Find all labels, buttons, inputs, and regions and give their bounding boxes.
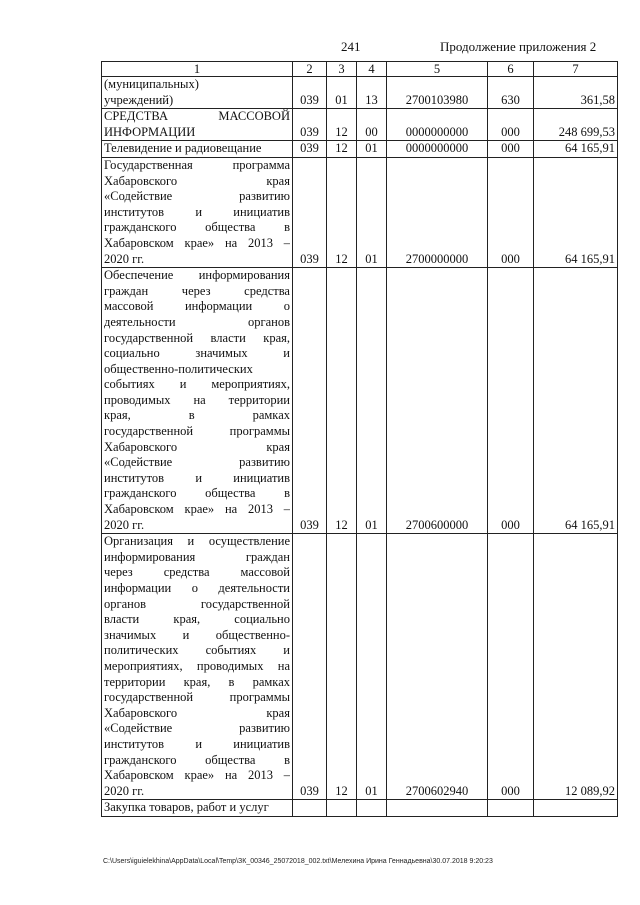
subsection-code-cell	[357, 800, 387, 817]
row-name-line: государственной программы	[104, 424, 290, 439]
row-name-line: Хабаровском крае» на 2013 –	[104, 502, 290, 517]
row-name-line: территории края, в рамках	[104, 674, 290, 689]
row-name-line: органов государственной	[104, 596, 290, 611]
admin-code-cell: 039	[293, 77, 327, 109]
row-name-line: Хабаровского края	[104, 439, 290, 454]
row-name-line: гражданского общества в	[104, 752, 290, 767]
subsection-code-cell: 01	[357, 157, 387, 267]
row-name-line: информации о деятельности	[104, 581, 290, 595]
section-code-cell: 12	[327, 268, 357, 534]
section-code-cell	[327, 800, 357, 817]
header-cell: 5	[387, 62, 488, 77]
row-name-line: социально значимых и	[104, 346, 290, 361]
file-path-footer: C:\Users\iguielekhina\AppData\Local\Temp\ЗК_00346_25072018_002.txt\Мелехина Ирина Геннадьевна\30.07.2018 9:20:23	[103, 858, 493, 865]
table-row	[102, 800, 618, 817]
table-row	[102, 141, 618, 158]
expense-type-code-cell: 000	[488, 109, 534, 141]
table-row	[102, 534, 618, 800]
row-name-line: Хабаровского края	[104, 705, 290, 720]
row-name-line: 2020 гг.	[104, 251, 145, 266]
row-name-line: Обеспечение информирования	[104, 268, 290, 283]
header-cell: 3	[327, 62, 357, 77]
admin-code-cell: 039	[293, 534, 327, 800]
admin-code-cell: 039	[293, 268, 327, 534]
row-name-line: государственной власти края,	[104, 330, 290, 345]
expense-type-code-cell: 000	[488, 534, 534, 800]
table-row	[102, 157, 618, 267]
row-name-line: Организация и осуществление	[104, 534, 290, 549]
subsection-code-cell: 01	[357, 141, 387, 158]
admin-code-cell: 039	[293, 141, 327, 158]
row-name-line: институтов и инициатив	[104, 470, 290, 485]
section-code-cell: 12	[327, 109, 357, 141]
target-code-cell: 2700103980	[387, 77, 488, 109]
row-name-cell	[102, 534, 293, 800]
row-name-line: 2020 гг.	[104, 517, 145, 532]
row-name-line: Хабаровском крае» на 2013 –	[104, 235, 290, 250]
row-name-line: институтов и инициатив	[104, 204, 290, 219]
row-name-line: гражданского общества в	[104, 220, 290, 235]
table-row	[102, 77, 618, 109]
row-name-line: деятельности органов	[104, 314, 290, 329]
row-name-line: институтов и инициатив	[104, 736, 290, 751]
target-code-cell: 2700600000	[387, 268, 488, 534]
expense-type-code-cell: 000	[488, 157, 534, 267]
section-code-cell: 01	[327, 77, 357, 109]
subsection-code-cell: 01	[357, 534, 387, 800]
header-cell: 2	[293, 62, 327, 77]
admin-code-cell	[293, 800, 327, 817]
section-code-cell: 12	[327, 157, 357, 267]
row-name-line: гражданского общества в	[104, 486, 290, 501]
row-name-line: «Содействие развитию	[104, 189, 290, 204]
row-name-line: информирования граждан	[104, 549, 290, 564]
row-name-line: учреждений)	[104, 92, 174, 107]
row-name-line: мероприятиях, проводимых на	[104, 658, 290, 673]
subsection-code-cell: 01	[357, 268, 387, 534]
page-number: 241	[341, 39, 361, 54]
expense-type-code-cell: 000	[488, 268, 534, 534]
subsection-code-cell: 00	[357, 109, 387, 141]
amount-cell: 64 165,91	[534, 268, 618, 534]
table-row	[102, 268, 618, 534]
row-name-cell	[102, 800, 293, 817]
target-code-cell: 2700000000	[387, 157, 488, 267]
row-name-cell	[102, 77, 293, 109]
amount-cell: 64 165,91	[534, 157, 618, 267]
row-name-line: значимых и общественно-	[104, 627, 290, 642]
amount-cell	[534, 800, 618, 817]
row-name-line: политических событиях и	[104, 643, 290, 658]
budget-table	[101, 61, 618, 817]
target-code-cell: 2700602940	[387, 534, 488, 800]
row-name-line: «Содействие развитию	[104, 721, 290, 736]
admin-code-cell: 039	[293, 157, 327, 267]
row-name-line: Телевидение и радиовещание	[104, 141, 262, 156]
row-name-cell	[102, 109, 293, 141]
amount-cell: 361,58	[534, 77, 618, 109]
row-name-line: власти края, социально	[104, 612, 290, 627]
amount-cell: 248 699,53	[534, 109, 618, 141]
target-code-cell: 0000000000	[387, 141, 488, 158]
row-name-line: 2020 гг.	[104, 783, 145, 798]
target-code-cell: 0000000000	[387, 109, 488, 141]
section-code-cell: 12	[327, 141, 357, 158]
header-cell: 4	[357, 62, 387, 77]
row-name-line: Хабаровского края	[104, 173, 290, 188]
row-name-cell	[102, 268, 293, 534]
target-code-cell	[387, 800, 488, 817]
continuation-label: Продолжение приложения 2	[440, 39, 597, 54]
expense-type-code-cell: 630	[488, 77, 534, 109]
row-name-line: Закупка товаров, работ и услуг	[104, 800, 269, 815]
row-name-line: государственной программы	[104, 690, 290, 705]
amount-cell: 12 089,92	[534, 534, 618, 800]
row-name-line: проводимых на территории	[104, 392, 290, 407]
row-name-line: ИНФОРМАЦИИ	[104, 124, 196, 139]
header-cell: 1	[102, 62, 293, 77]
expense-type-code-cell: 000	[488, 141, 534, 158]
header-cell: 6	[488, 62, 534, 77]
row-name-cell	[102, 157, 293, 267]
section-code-cell: 12	[327, 534, 357, 800]
row-name-line: массовой информации о	[104, 299, 290, 314]
row-name-cell	[102, 141, 293, 158]
table-header-row	[102, 62, 618, 77]
amount-cell: 64 165,91	[534, 141, 618, 158]
row-name-line: через средства массовой	[104, 565, 290, 580]
row-name-line: края, в рамках	[104, 408, 290, 423]
table-body	[102, 62, 618, 817]
expense-type-code-cell	[488, 800, 534, 817]
header-cell: 7	[534, 62, 618, 77]
row-name-line: СРЕДСТВА МАССОВОЙ	[104, 109, 290, 124]
subsection-code-cell: 13	[357, 77, 387, 109]
row-name-line: граждан через средства	[104, 283, 290, 298]
row-name-line: (муниципальных)	[104, 77, 199, 91]
admin-code-cell: 039	[293, 109, 327, 141]
row-name-line: Хабаровском крае» на 2013 –	[104, 768, 290, 783]
row-name-line: общественно-политических	[104, 361, 253, 376]
table-row	[102, 109, 618, 141]
row-name-line: Государственная программа	[104, 157, 290, 172]
row-name-line: «Содействие развитию	[104, 455, 290, 470]
row-name-line: событиях и мероприятиях,	[104, 377, 290, 392]
